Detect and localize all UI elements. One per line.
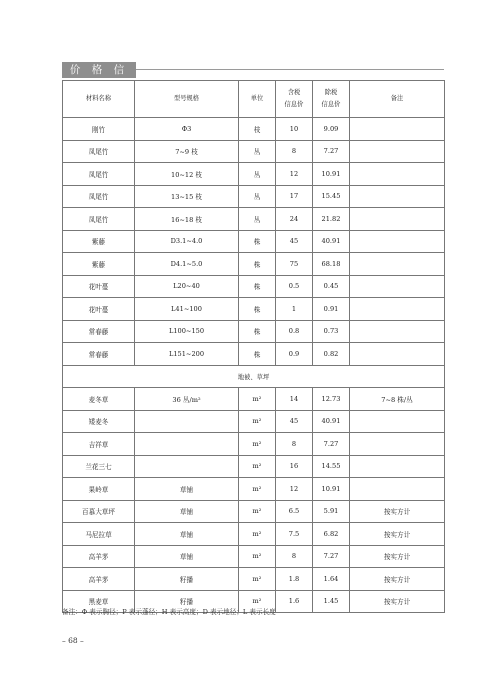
cell-note	[350, 433, 445, 456]
cell-tax-incl: 8	[276, 433, 313, 456]
header-tax-excl-line2: 信息价	[321, 101, 341, 108]
table-body-climbers	[63, 118, 445, 366]
cell-unit: 丛	[239, 140, 276, 163]
table-row	[63, 253, 445, 276]
group-row	[63, 365, 445, 388]
cell-unit: 株	[239, 298, 276, 321]
cell-spec: 36 丛/m²	[135, 388, 239, 411]
cell-name: 高羊茅	[63, 568, 135, 591]
header-tax-incl-line2: 信息价	[284, 101, 304, 108]
cell-spec: 10~12 枝	[135, 163, 239, 186]
cell-note	[350, 118, 445, 141]
cell-tax-incl: 17	[276, 185, 313, 208]
cell-spec: 草铺	[135, 500, 239, 523]
table-body-groundcover	[63, 388, 445, 613]
cell-tax-excl: 7.27	[313, 545, 350, 568]
cell-tax-incl: 1	[276, 298, 313, 321]
cell-tax-incl: 45	[276, 230, 313, 253]
footnote: 备注：Φ 表示胸径；P 表示蓬径；H 表示高度；D 表示地径；L 表示长度	[62, 608, 276, 616]
cell-spec: 籽播	[135, 568, 239, 591]
table-header-row	[63, 81, 445, 118]
cell-unit: 丛	[239, 185, 276, 208]
cell-tax-incl: 24	[276, 208, 313, 231]
cell-unit: 丛	[239, 208, 276, 231]
cell-spec: Φ3	[135, 118, 239, 141]
header-tax-excl-line1: 除税	[324, 89, 338, 96]
cell-tax-excl: 68.18	[313, 253, 350, 276]
price-table	[62, 80, 445, 613]
cell-name: 矮麦冬	[63, 410, 135, 433]
header-tax-incl-line1: 含税	[287, 89, 301, 96]
cell-tax-excl: 7.27	[313, 433, 350, 456]
cell-name: 吉祥草	[63, 433, 135, 456]
cell-name: 马尼拉草	[63, 523, 135, 546]
cell-tax-excl: 0.73	[313, 320, 350, 343]
cell-tax-incl: 14	[276, 388, 313, 411]
cell-note	[350, 275, 445, 298]
cell-spec: 草铺	[135, 478, 239, 501]
cell-spec: 籽播	[135, 590, 239, 613]
cell-note	[350, 253, 445, 276]
cell-unit: m²	[239, 523, 276, 546]
table-row	[63, 455, 445, 478]
cell-tax-incl: 12	[276, 163, 313, 186]
cell-tax-excl: 6.82	[313, 523, 350, 546]
cell-tax-incl: 8	[276, 545, 313, 568]
table-row	[63, 208, 445, 231]
cell-name: 麦冬草	[63, 388, 135, 411]
cell-unit: m²	[239, 433, 276, 456]
cell-note: 按实方计	[350, 500, 445, 523]
cell-tax-excl: 40.91	[313, 230, 350, 253]
cell-unit: 株	[239, 230, 276, 253]
cell-name: 刚竹	[63, 118, 135, 141]
cell-note: 7~8 株/丛	[350, 388, 445, 411]
table-row	[63, 118, 445, 141]
header-name: 材料名称	[63, 81, 135, 118]
cell-name: 凤尾竹	[63, 163, 135, 186]
cell-spec: 草铺	[135, 523, 239, 546]
table-row	[63, 500, 445, 523]
cell-spec: L41~100	[135, 298, 239, 321]
table-row	[63, 230, 445, 253]
table-row	[63, 140, 445, 163]
table-row	[63, 545, 445, 568]
cell-note	[350, 208, 445, 231]
cell-note	[350, 320, 445, 343]
cell-note	[350, 343, 445, 366]
cell-note	[350, 455, 445, 478]
cell-name: 常春藤	[63, 320, 135, 343]
table-row	[63, 185, 445, 208]
cell-spec: D3.1~4.0	[135, 230, 239, 253]
cell-tax-incl: 8	[276, 140, 313, 163]
cell-unit: 株	[239, 275, 276, 298]
cell-name: 果岭草	[63, 478, 135, 501]
cell-note: 按实方计	[350, 568, 445, 591]
cell-unit: m²	[239, 455, 276, 478]
cell-spec: 草铺	[135, 545, 239, 568]
cell-tax-incl: 0.5	[276, 275, 313, 298]
table-row	[63, 298, 445, 321]
cell-tax-incl: 1.8	[276, 568, 313, 591]
cell-tax-incl: 75	[276, 253, 313, 276]
cell-unit: 枝	[239, 118, 276, 141]
cell-tax-incl: 12	[276, 478, 313, 501]
cell-tax-excl: 21.82	[313, 208, 350, 231]
header-spec: 型号规格	[135, 81, 239, 118]
table-row	[63, 410, 445, 433]
cell-spec: 7~9 枝	[135, 140, 239, 163]
cell-tax-excl: 9.09	[313, 118, 350, 141]
cell-tax-excl: 12.73	[313, 388, 350, 411]
cell-tax-incl: 10	[276, 118, 313, 141]
cell-tax-incl: 16	[276, 455, 313, 478]
cell-note	[350, 298, 445, 321]
cell-name: 高羊茅	[63, 545, 135, 568]
cell-unit: 株	[239, 320, 276, 343]
cell-tax-incl: 0.8	[276, 320, 313, 343]
cell-tax-incl: 0.9	[276, 343, 313, 366]
cell-unit: m²	[239, 568, 276, 591]
cell-spec	[135, 410, 239, 433]
cell-unit: m²	[239, 388, 276, 411]
header-tax-incl	[276, 81, 313, 118]
header-tax-excl	[313, 81, 350, 118]
cell-tax-excl: 10.91	[313, 163, 350, 186]
cell-unit: 株	[239, 343, 276, 366]
cell-tax-excl: 1.64	[313, 568, 350, 591]
cell-note	[350, 478, 445, 501]
group-label: 地被、草坪	[63, 365, 445, 388]
cell-unit: m²	[239, 545, 276, 568]
cell-name: 百慕大草坪	[63, 500, 135, 523]
cell-tax-incl: 7.5	[276, 523, 313, 546]
cell-note	[350, 230, 445, 253]
section-divider	[136, 69, 444, 70]
cell-tax-excl: 0.82	[313, 343, 350, 366]
table-row	[63, 388, 445, 411]
cell-unit: m²	[239, 590, 276, 613]
cell-note	[350, 140, 445, 163]
cell-tax-incl: 45	[276, 410, 313, 433]
cell-spec	[135, 433, 239, 456]
cell-unit: m²	[239, 410, 276, 433]
header-unit: 单位	[239, 81, 276, 118]
cell-tax-incl: 6.5	[276, 500, 313, 523]
cell-note: 按实方计	[350, 523, 445, 546]
cell-spec: 13~15 枝	[135, 185, 239, 208]
cell-unit: 丛	[239, 163, 276, 186]
cell-tax-excl: 0.91	[313, 298, 350, 321]
cell-spec: L20~40	[135, 275, 239, 298]
table-row	[63, 433, 445, 456]
cell-name: 凤尾竹	[63, 140, 135, 163]
cell-note	[350, 410, 445, 433]
cell-unit: m²	[239, 500, 276, 523]
cell-name: 兰花三七	[63, 455, 135, 478]
cell-tax-excl: 1.45	[313, 590, 350, 613]
table-row	[63, 320, 445, 343]
cell-spec: L100~150	[135, 320, 239, 343]
cell-note	[350, 163, 445, 186]
cell-spec: L151~200	[135, 343, 239, 366]
table-row	[63, 343, 445, 366]
cell-spec	[135, 455, 239, 478]
page-number: – 68 –	[62, 636, 84, 645]
cell-tax-excl: 14.55	[313, 455, 350, 478]
cell-unit: m²	[239, 478, 276, 501]
table-row	[63, 523, 445, 546]
cell-name: 黑麦草	[63, 590, 135, 613]
cell-tax-excl: 5.91	[313, 500, 350, 523]
table-group	[63, 365, 445, 388]
table-row	[63, 478, 445, 501]
cell-name: 花叶蔓	[63, 275, 135, 298]
section-title: 价 格 信 息	[62, 62, 136, 78]
cell-tax-incl: 1.6	[276, 590, 313, 613]
cell-unit: 株	[239, 253, 276, 276]
cell-tax-excl: 15.45	[313, 185, 350, 208]
cell-name: 花叶蔓	[63, 298, 135, 321]
table-row	[63, 163, 445, 186]
cell-note: 按实方计	[350, 545, 445, 568]
cell-name: 凤尾竹	[63, 208, 135, 231]
cell-name: 紫藤	[63, 230, 135, 253]
cell-name: 凤尾竹	[63, 185, 135, 208]
cell-note: 按实方计	[350, 590, 445, 613]
cell-name: 常春藤	[63, 343, 135, 366]
cell-tax-excl: 10.91	[313, 478, 350, 501]
cell-spec: D4.1~5.0	[135, 253, 239, 276]
cell-spec: 16~18 枝	[135, 208, 239, 231]
cell-tax-excl: 40.91	[313, 410, 350, 433]
header-note: 备注	[350, 81, 445, 118]
cell-name: 紫藤	[63, 253, 135, 276]
section-header	[62, 62, 444, 92]
table-row	[63, 568, 445, 591]
cell-tax-excl: 0.45	[313, 275, 350, 298]
cell-tax-excl: 7.27	[313, 140, 350, 163]
cell-note	[350, 185, 445, 208]
table-row	[63, 275, 445, 298]
